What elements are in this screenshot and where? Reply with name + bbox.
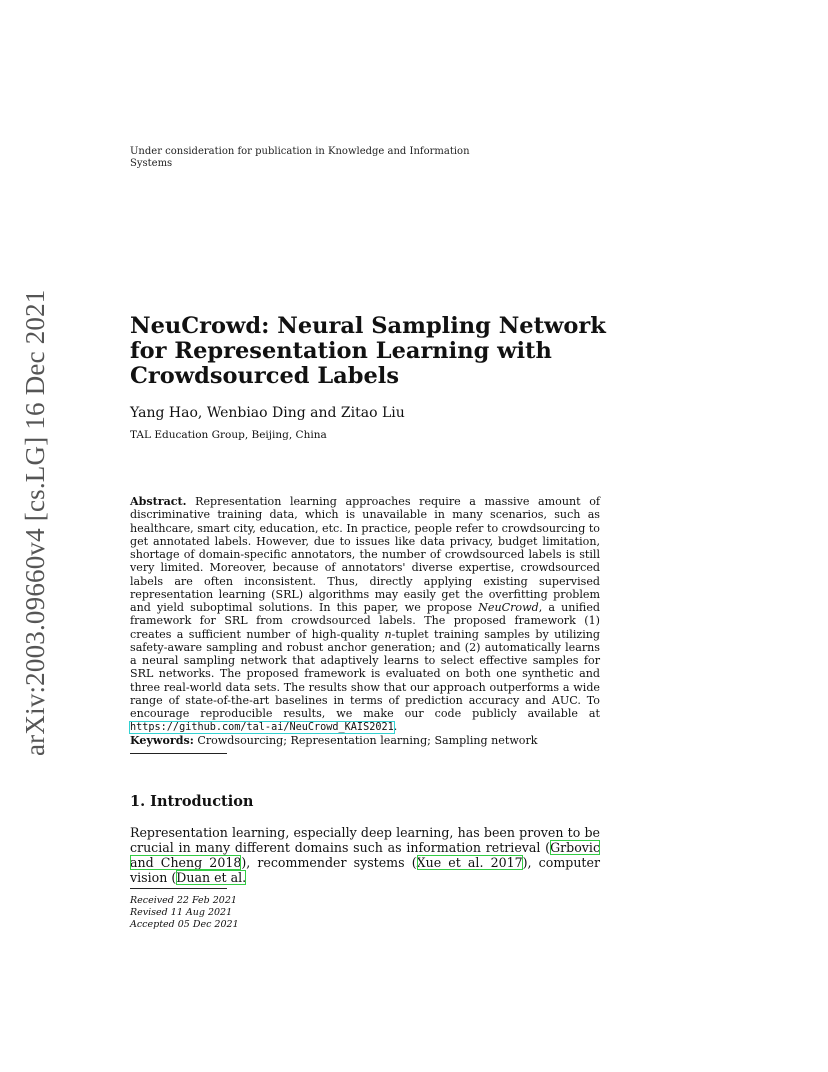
abstract-text: Representation learning approaches require a massive amount of discriminative training data, which is unavailable in many scenarios, such as healthcare, smart city, education, etc. In practice, people refer to crowdsourcing to get annotated labels. However, due to issues like data privacy, budget limitation, shortage of domain-specific annotators, the number of crowdsourced labels is still very limited. Moreover, because of annotators' diverse expertise, crowdsourced labels are often inconsistent. Thus, directly applying existing supervised representation learning (SRL) algorithms may easily get the overfitting problem and yield suboptimal solutions. In this paper, we propose — [130, 495, 600, 614]
date-line: Accepted 05 Dec 2021 — [130, 919, 239, 930]
code-link[interactable]: https://github.com/tal-ai/NeuCrowd_KAIS2021 — [130, 722, 394, 734]
journal-note — [130, 146, 470, 170]
abstract-end: . — [393, 720, 398, 734]
intro-text: ), computer vision ( — [130, 855, 600, 885]
title-line: Crowdsourced Labels — [130, 363, 400, 389]
keywords — [130, 734, 538, 748]
divider — [130, 753, 227, 754]
journal-note-line: Under consideration for publication in Knowledge and Information — [130, 146, 470, 157]
affiliation: TAL Education Group, Beijing, China — [130, 429, 327, 441]
keywords-text: Crowdsourcing; Representation learning; Sampling network — [197, 734, 538, 747]
abstract-label: Abstract. — [130, 495, 187, 508]
citation-link[interactable]: Grbovic and Cheng 2018 — [130, 840, 600, 870]
title-line: for Representation Learning with — [130, 338, 552, 364]
abstract-text: , a unified framework for SRL from crowdsourced labels. The proposed framework (1) creates a sufficient number of high-quality — [130, 601, 601, 641]
intro-paragraph — [130, 825, 600, 885]
journal-note-line: Systems — [130, 158, 173, 169]
date-line: Received 22 Feb 2021 — [130, 895, 237, 906]
title-line: NeuCrowd: Neural Sampling Network — [130, 313, 606, 339]
citation-link[interactable]: Duan et al. — [176, 870, 247, 885]
citation-link[interactable]: Xue et al. 2017 — [416, 855, 523, 870]
footnote-divider — [130, 888, 227, 889]
intro-text: ), recommender systems ( — [241, 855, 417, 870]
intro-text: Representation learning, especially deep learning, has been proven to be crucial in many different domains such as information retrieval ( — [130, 825, 600, 855]
n-variable: n — [384, 627, 392, 641]
paper-title — [130, 314, 630, 389]
submission-dates — [130, 895, 239, 931]
arxiv-stamp: arXiv:2003.09660v4 [cs.LG] 16 Dec 2021 — [20, 289, 50, 756]
keywords-label: Keywords: — [130, 734, 194, 747]
date-line: Revised 11 Aug 2021 — [130, 907, 233, 918]
abstract — [130, 495, 600, 735]
abstract-text: -tuplet training samples by utilizing safety-aware sampling and robust anchor generation; and (2) automatically learns a neural sampling network that adaptively learns to select effective samples for SRL networks. The proposed framework is evaluated on both one synthetic and three real-world data sets. The results show that our approach outperforms a wide range of state-of-the-art baselines in terms of prediction accuracy and AUC. To encourage reproducible results, we make our code publicly available at — [130, 627, 601, 720]
authors: Yang Hao, Wenbiao Ding and Zitao Liu — [130, 405, 405, 421]
framework-name: NeuCrowd — [478, 601, 539, 614]
section-heading: 1. Introduction — [130, 793, 254, 810]
